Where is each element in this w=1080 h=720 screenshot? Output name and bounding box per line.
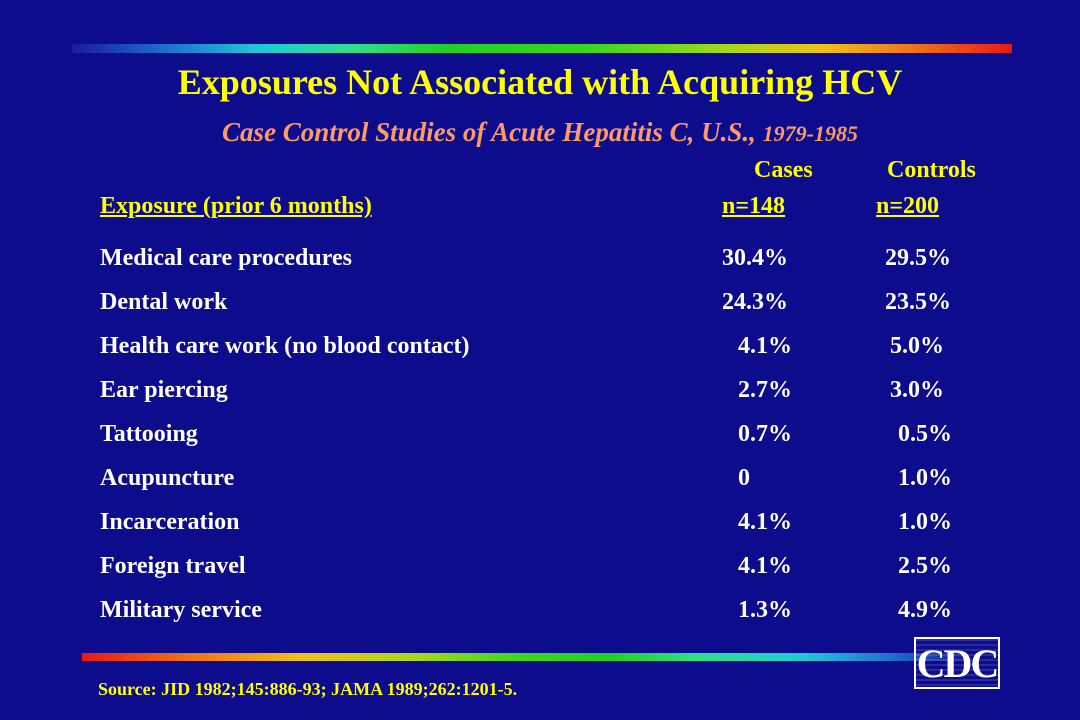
cases-value: 1.3% bbox=[738, 597, 792, 623]
controls-value: 29.5% bbox=[885, 245, 951, 271]
exposure-label: Incarceration bbox=[100, 509, 240, 535]
controls-value: 4.9% bbox=[898, 597, 952, 623]
cases-value: 30.4% bbox=[722, 245, 788, 271]
subtitle-years: 1979-1985 bbox=[762, 121, 858, 146]
exposure-label: Acupuncture bbox=[100, 465, 235, 491]
source-citation: Source: JID 1982;145:886-93; JAMA 1989;262:1201-5. bbox=[98, 679, 518, 699]
bottom-gradient-bar bbox=[82, 653, 962, 661]
exposure-label: Foreign travel bbox=[100, 553, 246, 579]
exposure-label: Dental work bbox=[100, 289, 228, 315]
controls-value: 23.5% bbox=[885, 289, 951, 315]
cases-n-header: n=148 bbox=[722, 193, 786, 219]
top-gradient-bar bbox=[72, 44, 1012, 53]
controls-value: 5.0% bbox=[890, 333, 944, 359]
cases-value: 4.1% bbox=[738, 553, 792, 579]
controls-n-header: n=200 bbox=[876, 193, 940, 219]
controls-value: 1.0% bbox=[898, 465, 952, 491]
slide-title: Exposures Not Associated with Acquiring HCV bbox=[177, 62, 903, 102]
controls-value: 2.5% bbox=[898, 553, 952, 579]
cases-header: Cases bbox=[754, 157, 813, 183]
exposure-label: Tattooing bbox=[100, 421, 198, 447]
table-row bbox=[0, 375, 1080, 405]
table-row bbox=[0, 419, 1080, 449]
table-row bbox=[0, 331, 1080, 361]
cases-value: 24.3% bbox=[722, 289, 788, 315]
table-row bbox=[0, 287, 1080, 317]
cases-value: 4.1% bbox=[738, 333, 792, 359]
table-row bbox=[0, 463, 1080, 493]
exposure-label: Ear piercing bbox=[100, 377, 228, 403]
slide-subtitle bbox=[0, 115, 1080, 151]
controls-header: Controls bbox=[887, 157, 976, 183]
subtitle-text: Case Control Studies of Acute Hepatitis C, U.S., bbox=[222, 117, 763, 147]
cases-value: 0.7% bbox=[738, 421, 792, 447]
cases-value: 4.1% bbox=[738, 509, 792, 535]
cases-value: 2.7% bbox=[738, 377, 792, 403]
controls-value: 0.5% bbox=[898, 421, 952, 447]
controls-value: 3.0% bbox=[890, 377, 944, 403]
exposure-label: Health care work (no blood contact) bbox=[100, 333, 470, 359]
cdc-logo: CDC bbox=[914, 637, 1000, 689]
exposure-column-header: Exposure (prior 6 months) bbox=[100, 193, 372, 219]
table-row bbox=[0, 507, 1080, 537]
table-row bbox=[0, 243, 1080, 273]
controls-value: 1.0% bbox=[898, 509, 952, 535]
table-row bbox=[0, 551, 1080, 581]
exposure-label: Medical care procedures bbox=[100, 245, 352, 271]
cases-value: 0 bbox=[738, 465, 750, 491]
exposure-label: Military service bbox=[100, 597, 262, 623]
table-row bbox=[0, 595, 1080, 625]
